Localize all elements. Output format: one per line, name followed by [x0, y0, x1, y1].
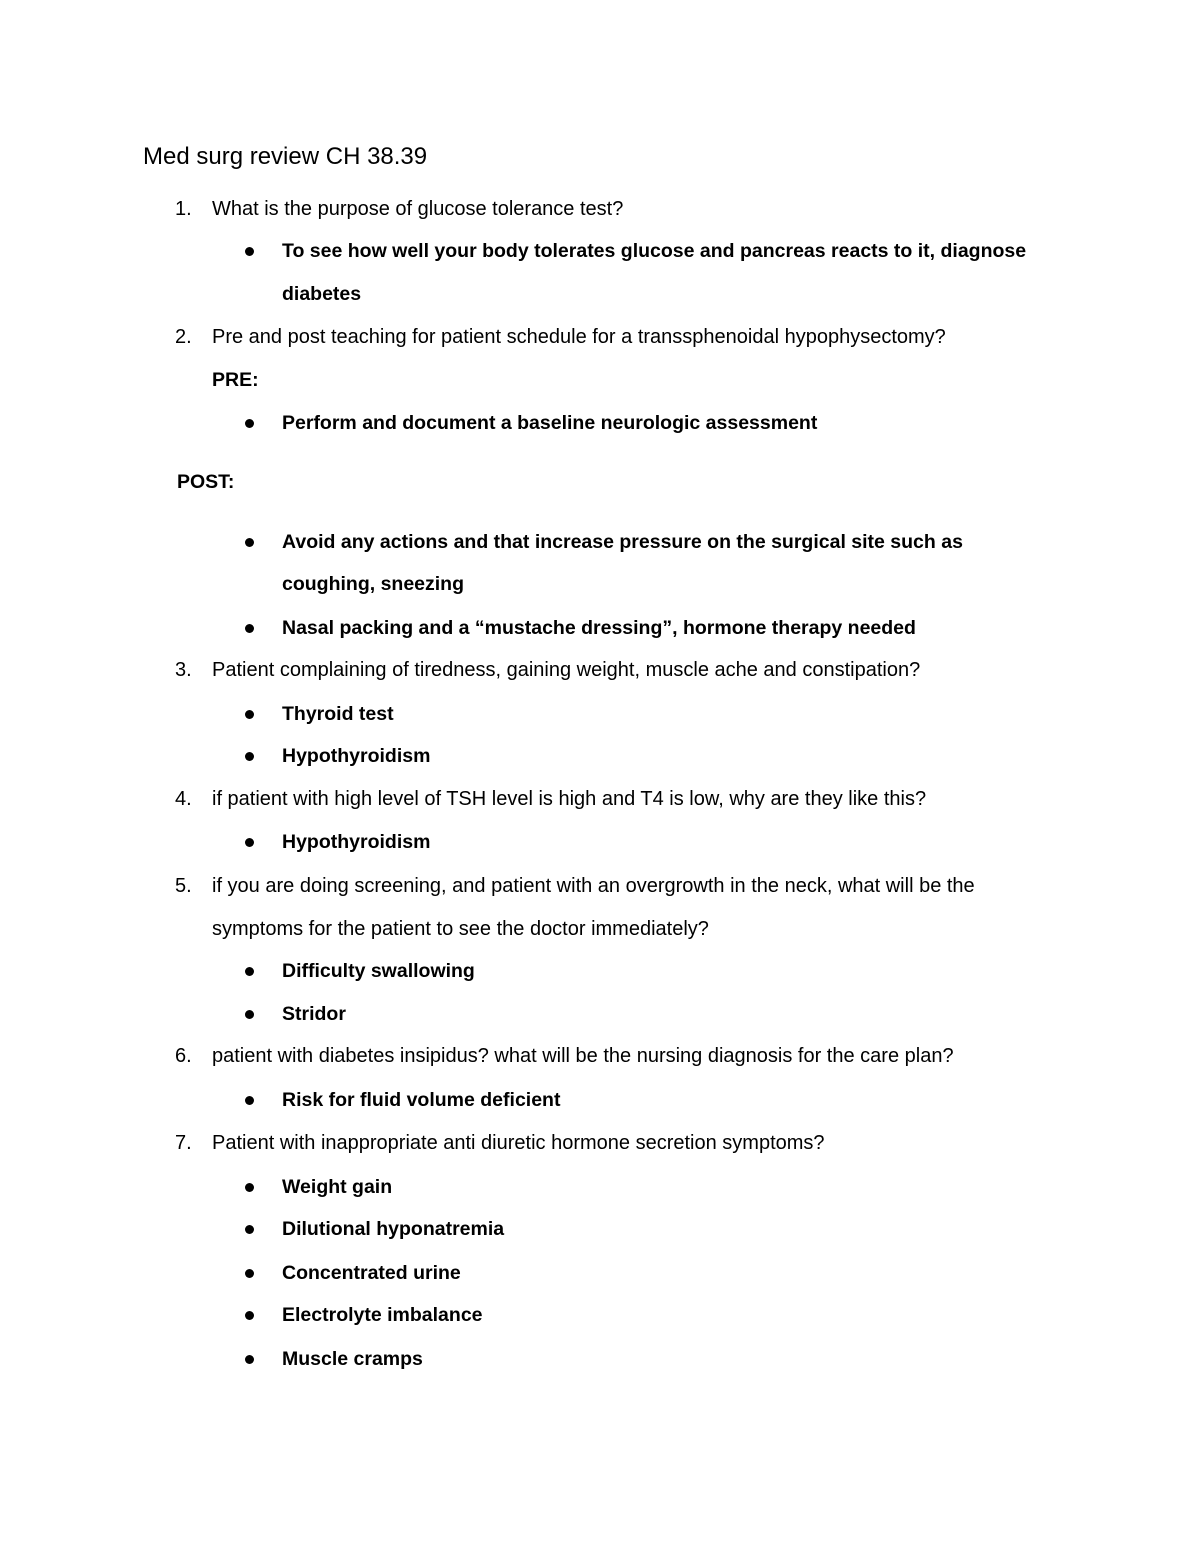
bullet-icon	[245, 967, 254, 976]
question-text: Pre and post teaching for patient schedule for a transsphenoidal hypophysectomy?	[212, 326, 946, 348]
answer-text-continued: diabetes	[282, 283, 362, 305]
bullet-icon	[245, 1096, 254, 1105]
post-label: POST:	[177, 471, 235, 493]
pre-label: PRE:	[212, 369, 259, 391]
question-number: 2.	[175, 326, 192, 348]
bullet-icon	[245, 1183, 254, 1192]
answer-text: Dilutional hyponatremia	[282, 1218, 505, 1240]
answer-text: Thyroid test	[282, 703, 394, 725]
answer-text: Stridor	[282, 1003, 346, 1025]
answer-text: Risk for fluid volume deficient	[282, 1089, 561, 1111]
bullet-icon	[245, 1311, 254, 1320]
bullet-icon	[245, 419, 254, 428]
question-text: if patient with high level of TSH level is high and T4 is low, why are they like this?	[212, 788, 927, 810]
question-number: 5.	[175, 875, 192, 897]
question-number: 4.	[175, 788, 192, 810]
answer-text: Concentrated urine	[282, 1262, 461, 1284]
question-text: Patient complaining of tiredness, gaining weight, muscle ache and constipation?	[212, 659, 921, 681]
bullet-icon	[245, 538, 254, 547]
answer-text: Avoid any actions and that increase pressure on the surgical site such as	[282, 531, 963, 553]
bullet-icon	[245, 838, 254, 847]
question-number: 6.	[175, 1045, 192, 1067]
answer-text: Electrolyte imbalance	[282, 1304, 483, 1326]
question-number: 1.	[175, 198, 192, 220]
bullet-icon	[245, 624, 254, 633]
bullet-icon	[245, 710, 254, 719]
bullet-icon	[245, 1225, 254, 1234]
answer-text-continued: coughing, sneezing	[282, 573, 465, 595]
bullet-icon	[245, 1355, 254, 1364]
answer-text: Difficulty swallowing	[282, 960, 475, 982]
answer-text: Nasal packing and a “mustache dressing”, hormone therapy needed	[282, 617, 916, 639]
bullet-icon	[245, 1010, 254, 1019]
answer-text: Hypothyroidism	[282, 745, 431, 767]
question-text: patient with diabetes insipidus? what will be the nursing diagnosis for the care plan?	[212, 1045, 954, 1067]
bullet-icon	[245, 247, 254, 256]
question-text: if you are doing screening, and patient with an overgrowth in the neck, what will be the	[212, 875, 975, 897]
answer-text: Hypothyroidism	[282, 831, 431, 853]
answer-text: Perform and document a baseline neurologic assessment	[282, 412, 818, 434]
question-text-continued: symptoms for the patient to see the doctor immediately?	[212, 918, 709, 940]
answer-text: Muscle cramps	[282, 1348, 423, 1370]
bullet-icon	[245, 1269, 254, 1278]
question-number: 3.	[175, 659, 192, 681]
bullet-icon	[245, 752, 254, 761]
answer-text: Weight gain	[282, 1176, 393, 1198]
answer-text: To see how well your body tolerates glucose and pancreas reacts to it, diagnose	[282, 240, 1027, 262]
question-text: Patient with inappropriate anti diuretic hormone secretion symptoms?	[212, 1132, 825, 1154]
question-text: What is the purpose of glucose tolerance test?	[212, 198, 624, 220]
document-title: Med surg review CH 38.39	[143, 143, 428, 170]
question-number: 7.	[175, 1132, 192, 1154]
